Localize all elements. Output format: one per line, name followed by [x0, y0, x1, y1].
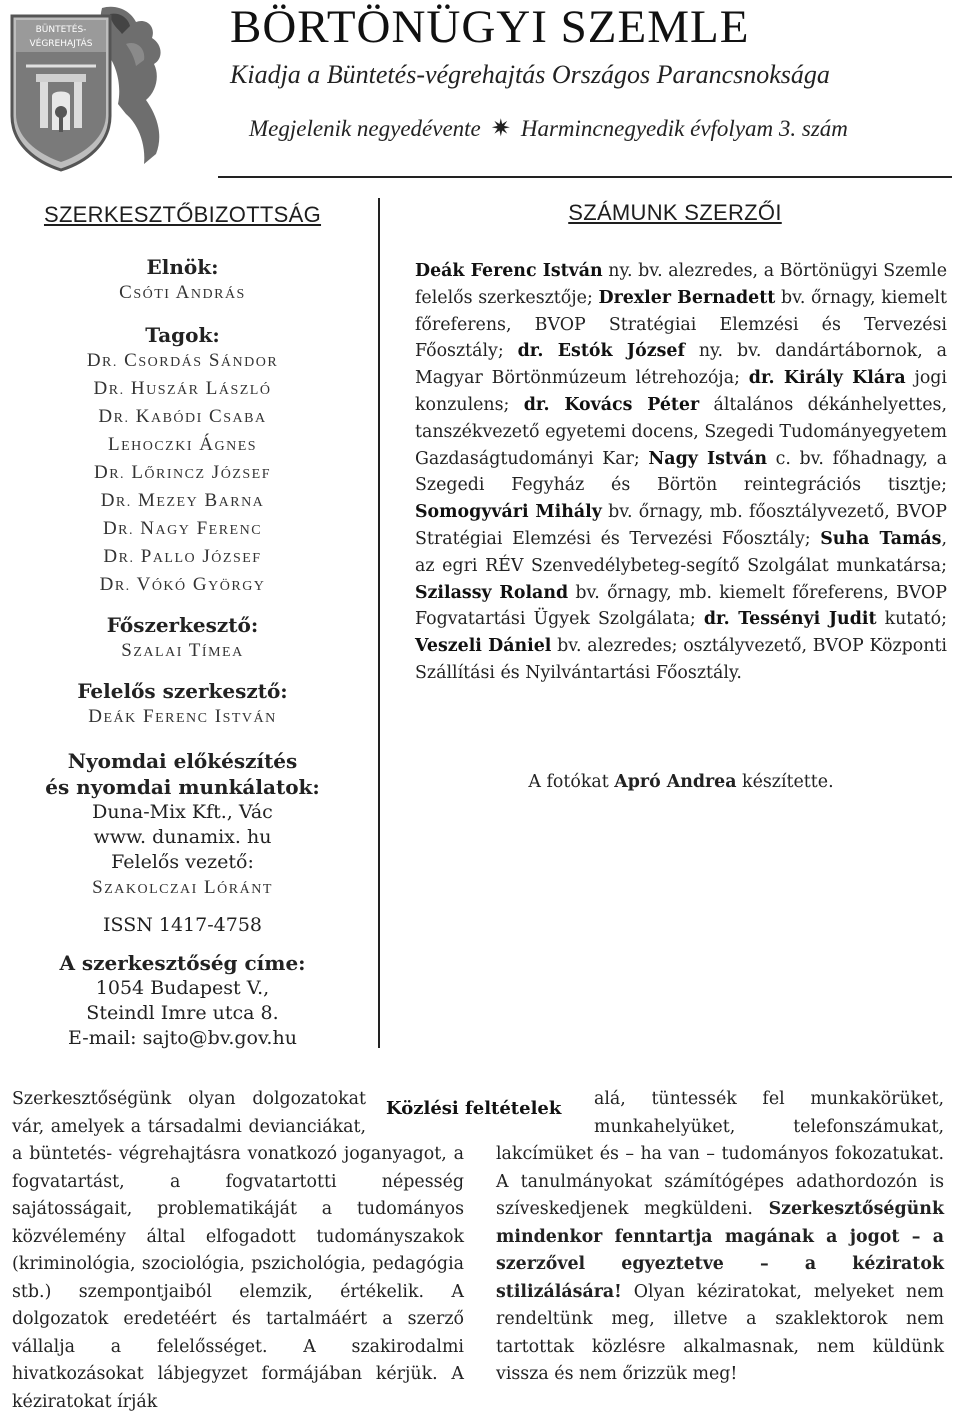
author-description: ny. bv. dandártábornok, a Magyar Börtönmúzeum létrehozója;: [415, 341, 948, 389]
title-gap-right: [496, 1086, 594, 1138]
coat-of-arms-logo: [6, 4, 182, 172]
asterisk-star-icon: ✷: [490, 116, 511, 142]
author-description: általános dékánhelyettes, tanszékvezető egyetemi docens, Szegedi Tudományegyetem Gazdaságtudományi Kar;: [415, 394, 947, 469]
printing-label-1: Nyomdai előkészítés: [67, 749, 298, 773]
author-name: Drexler Bernadett: [598, 287, 776, 308]
board-member: DR. MEZEY BARNA: [100, 490, 265, 511]
author-name: Nagy István: [648, 448, 767, 469]
address-line-1: 1054 Budapest V.,: [95, 977, 270, 999]
author-description: , az egri RÉV Szenvedélybeteg-segítő Szolgálat munkatársa;: [415, 528, 947, 576]
printer-website: www. dunamix. hu: [93, 826, 272, 848]
board-member: DR. LŐRINCZ JÓZSEF: [93, 462, 271, 483]
board-member: DR. KABÓDI CSABA: [98, 406, 267, 427]
author-description: bv. alezredes; osztályvezető, BVOP Központi Szállítási és Nyilvántartási Főosztály.: [415, 636, 947, 683]
author-description: c. bv. főhadnagy, a Szegedi Fegyház és Börtön reintegrációs tisztje;: [415, 448, 947, 496]
author-description: kutató;: [876, 609, 947, 630]
author-description: bv. őrnagy, kiemelt főreferens, BVOP Stratégiai Elemzési és Tervezési Főosztály;: [415, 287, 947, 362]
board-heading: SZERKESZTŐBIZOTTSÁG: [43, 202, 322, 227]
board-member: LEHOCZKI ÁGNES: [107, 434, 258, 455]
terms-right-text: alá, tüntessék fel munkakörüket, munkahelyüket, telefonszámukat, lakcímüket és – ha van – tudományos fokozatukat. A tanulmányokat számítógépes adathordozón is szíveskedjenek megküldeni.: [496, 1089, 944, 1219]
authors-paragraph: [415, 258, 947, 687]
president-name: CSÓTI ANDRÁS: [119, 282, 246, 303]
title-gap: [366, 1086, 464, 1138]
board-member: DR. PALLO JÓZSEF: [103, 546, 262, 567]
address-line-2: Steindl Imre utca 8.: [86, 1002, 279, 1024]
issue-frequency: Megjelenik negyedévente: [249, 115, 481, 141]
issue-line: [249, 114, 848, 143]
terms-left-text: Szerkesztőségünk olyan dolgozatokat vár, amelyek a társadalmi devianciákat, a büntetés- végrehajtásra vonatkozó joganyagot, a fogvatartást, a fogvatartotti népesség sajátosságait, problematikáját a tudományos közvélemény által elfogadott tudományszakok (kriminológia, szociológia, pszichológia, pedagógia stb.) szempontjaiból elemzik, értékelik. A dolgozatok eredetéért és tartalmáért a szerző vállalja a felelősséget. A szakirodalmi hivatkozásokat lábjegyzet formájában kérjük. A kéziratokat írják: [12, 1089, 464, 1412]
president-label: Elnök:: [146, 255, 219, 279]
editorial-board: [10, 200, 355, 1051]
author-name: Veszeli Dániel: [415, 636, 552, 657]
printer-name: Duna-Mix Kft., Vác: [92, 801, 273, 823]
chief-editor-name: SZALAI TÍMEA: [121, 640, 244, 661]
column-divider: [378, 198, 380, 1048]
responsible-editor-name: DEÁK FERENC ISTVÁN: [88, 706, 277, 727]
author-name: dr. Estók József: [517, 341, 685, 362]
photo-credit: [415, 772, 947, 792]
chief-editor-label: Főszerkesztő:: [106, 613, 259, 637]
header-divider: [218, 176, 952, 178]
authors-heading: SZÁMUNK SZERZŐI: [568, 200, 782, 225]
members-label: Tagok:: [145, 323, 220, 347]
author-description: jogi konzulens;: [415, 368, 947, 415]
publisher-line: Kiadja a Büntetés-végrehajtás Országos Parancsnoksága: [230, 60, 830, 89]
author-description: ny. bv. alezredes, a Börtönügyi Szemle felelős szerkesztője;: [415, 261, 947, 308]
crest-text-2: VÉGREHAJTÁS: [29, 39, 93, 49]
address-label: A szerkesztőség címe:: [59, 951, 306, 975]
email-address: E-mail: sajto@bv.gov.hu: [68, 1027, 297, 1049]
board-member: DR. NAGY FERENC: [102, 518, 263, 539]
photo-credit-post: készítette.: [736, 772, 834, 792]
terms-right-bold: Szerkesztőségünk mindenkor fenntartja magának a jogot – a szerzővel egyeztetve – a kéziratok stilizálására!: [496, 1199, 944, 1302]
board-member: DR. HUSZÁR LÁSZLÓ: [93, 378, 272, 399]
publication-terms-right: [496, 1086, 944, 1389]
manager-name: SZAKOLCZAI LÓRÁNT: [92, 877, 273, 898]
terms-right-text-end: Olyan kéziratokat, melyeket nem rendeltünk meg, illetve a szaklektorok nem tartottak közlésre alkalmasnak, nem küldünk vissza és nem őrizzük meg!: [496, 1281, 944, 1384]
issue-number: Harmincnegyedik évfolyam 3. szám: [520, 115, 848, 141]
author-description: bv. őrnagy, mb. kiemelt főreferens, BVOP Fogvatartási Ügyek Szolgálata;: [415, 582, 947, 630]
photographer-name: Apró Andrea: [614, 772, 737, 792]
author-name: dr. Király Klára: [748, 368, 906, 389]
photo-credit-pre: A fotókat: [528, 772, 615, 792]
printing-label-2: és nyomdai munkálatok:: [45, 775, 320, 799]
responsible-editor-label: Felelős szerkesztő:: [77, 679, 288, 703]
board-member: DR. CSORDÁS SÁNDOR: [86, 350, 279, 371]
author-name: dr. Tessényi Judit: [703, 609, 877, 630]
author-description: bv. őrnagy, mb. főosztályvezető, BVOP Stratégiai Elemzési és Tervezési Főosztály;: [415, 502, 947, 549]
author-name: dr. Kovács Péter: [523, 394, 700, 415]
publication-terms-title: Közlési feltételek: [386, 1098, 562, 1119]
author-name: Szilassy Roland: [415, 582, 569, 603]
members-list: [10, 348, 355, 600]
board-member: DR. VÓKÓ GYÖRGY: [99, 574, 266, 595]
author-name: Somogyvári Mihály: [415, 502, 602, 523]
issn-number: ISSN 1417-4758: [103, 914, 262, 936]
manager-label: Felelős vezető:: [111, 851, 254, 873]
crest-text-1: BÜNTETÉS-: [35, 25, 87, 35]
author-name: Suha Tamás: [820, 528, 942, 549]
publication-terms-left: [12, 1086, 464, 1416]
author-name: Deák Ferenc István: [415, 261, 603, 281]
journal-title: BÖRTÖNÜGYI SZEMLE: [230, 1, 750, 53]
